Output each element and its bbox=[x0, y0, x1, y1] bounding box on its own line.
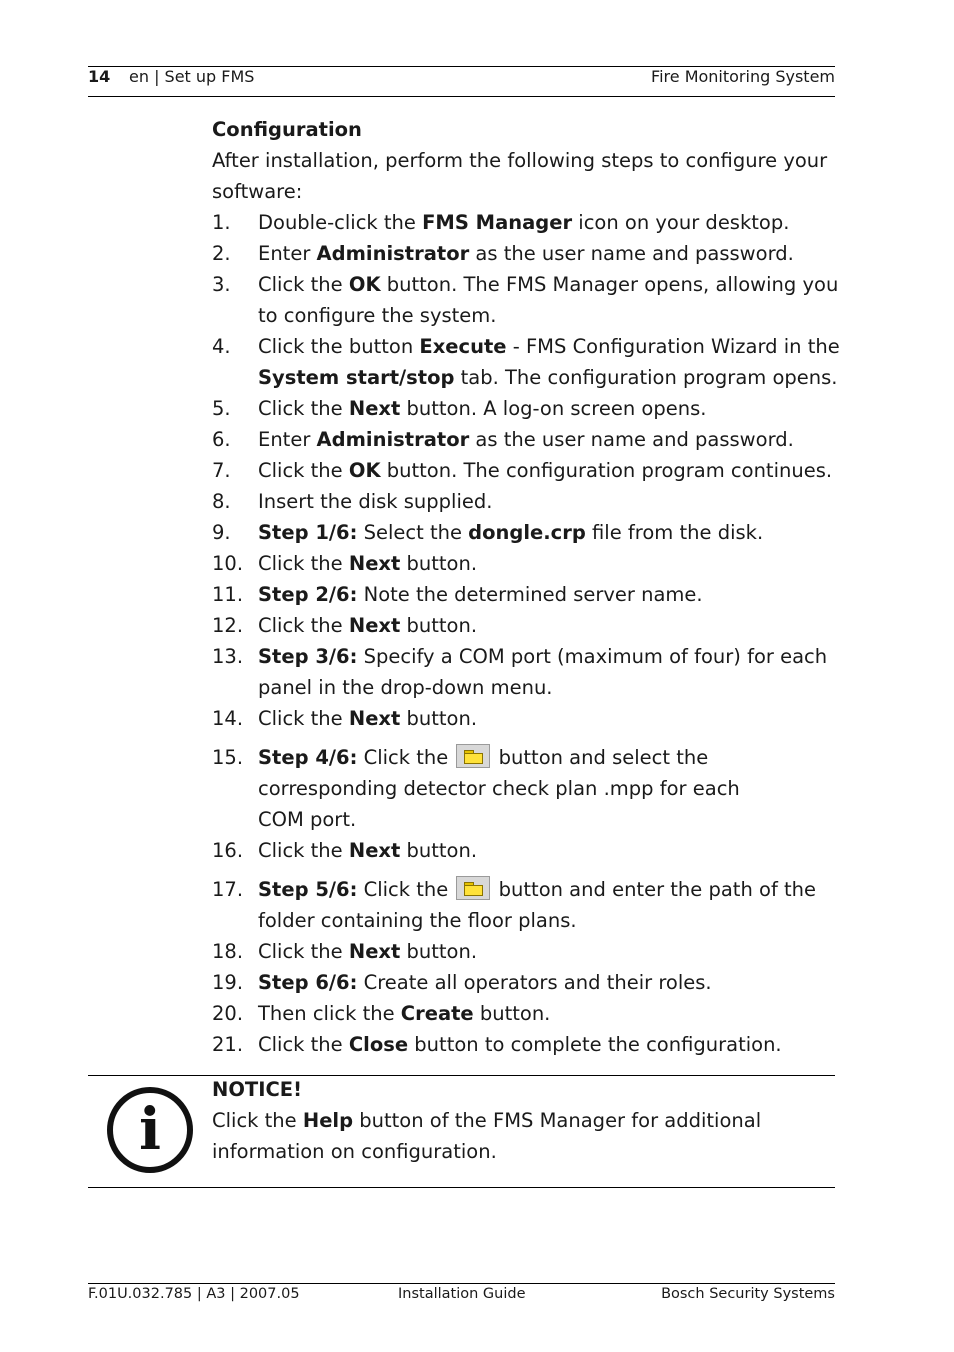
bold-term: Next bbox=[348, 707, 401, 730]
step-item bbox=[212, 835, 842, 866]
notice-bottom-rule bbox=[88, 1187, 835, 1188]
bold-term: Next bbox=[348, 839, 401, 862]
text-run: Click the bbox=[258, 552, 349, 575]
text-run: tab. The configuration program opens. bbox=[454, 366, 838, 389]
text-run: Click the bbox=[258, 1033, 349, 1056]
footer-doc-number: F.01U.032.785 | A3 | 2007.05 bbox=[88, 1286, 300, 1302]
bold-term: Step 6/6: bbox=[258, 971, 358, 994]
text-run: button. bbox=[473, 1002, 551, 1025]
step-item bbox=[212, 641, 842, 703]
text-run: Then click the bbox=[258, 1002, 401, 1025]
text-run: Click the bbox=[258, 839, 349, 862]
text-run: file from the disk. bbox=[585, 521, 764, 544]
steps-list bbox=[212, 207, 842, 1060]
intro-paragraph: After installation, perform the following steps to configure your software: bbox=[212, 149, 828, 203]
text-run: button. bbox=[400, 839, 478, 862]
section-title: en | Set up FMS bbox=[129, 67, 255, 86]
step-number: 10. bbox=[212, 552, 244, 575]
text-run: Click the bbox=[357, 878, 455, 901]
step-item bbox=[212, 331, 842, 393]
step-number: 19. bbox=[212, 971, 244, 994]
bold-term: Step 4/6: bbox=[258, 746, 358, 769]
text-run: Click the bbox=[357, 746, 455, 769]
bold-term: Step 3/6: bbox=[258, 645, 358, 668]
text-run: button. bbox=[400, 552, 478, 575]
step-item bbox=[212, 967, 842, 998]
text-run: Create all operators and their roles. bbox=[357, 971, 712, 994]
text-run: Select the bbox=[357, 521, 469, 544]
bold-term: Step 5/6: bbox=[258, 878, 358, 901]
text-run: Enter bbox=[258, 242, 317, 265]
notice-title: NOTICE! bbox=[212, 1078, 302, 1101]
step-number: 3. bbox=[212, 273, 231, 296]
step-number: 12. bbox=[212, 614, 244, 637]
bold-term: Execute bbox=[419, 335, 507, 358]
step-number: 7. bbox=[212, 459, 231, 482]
text-run: Click the bbox=[258, 614, 349, 637]
step-item bbox=[212, 936, 842, 967]
step-item bbox=[212, 393, 842, 424]
step-item bbox=[212, 548, 842, 579]
step-item bbox=[212, 207, 842, 238]
bold-term: System start/stop bbox=[258, 366, 455, 389]
step-number: 18. bbox=[212, 940, 244, 963]
text-run: as the user name and password. bbox=[469, 242, 794, 265]
notice-box bbox=[212, 1074, 832, 1167]
step-number: 13. bbox=[212, 645, 244, 668]
bold-term: Next bbox=[348, 940, 401, 963]
text-run: Click the bbox=[258, 397, 349, 420]
bold-term: Help bbox=[302, 1109, 354, 1132]
step-number: 21. bbox=[212, 1033, 244, 1056]
bold-term: Next bbox=[348, 614, 401, 637]
page-header bbox=[88, 66, 835, 96]
text-run: COM port. bbox=[258, 808, 357, 831]
step-item bbox=[212, 874, 842, 936]
text-run: - FMS Configuration Wizard in the bbox=[506, 335, 840, 358]
document-title: Fire Monitoring System bbox=[651, 67, 835, 86]
folder-icon bbox=[456, 744, 490, 768]
header-bottom-rule bbox=[88, 96, 835, 97]
step-number: 15. bbox=[212, 746, 244, 769]
text-run: button. A log-on screen opens. bbox=[400, 397, 707, 420]
bold-term: dongle.crp bbox=[468, 521, 586, 544]
step-item bbox=[212, 1029, 842, 1060]
text-run: icon on your desktop. bbox=[572, 211, 790, 234]
bold-term: Step 1/6: bbox=[258, 521, 358, 544]
notice-text bbox=[212, 1105, 832, 1167]
text-run: button. bbox=[400, 940, 478, 963]
text-run: Enter bbox=[258, 428, 317, 451]
bold-term: OK bbox=[348, 459, 381, 482]
step-number: 6. bbox=[212, 428, 231, 451]
step-item bbox=[212, 486, 842, 517]
text-run: Click the bbox=[258, 273, 349, 296]
step-number: 17. bbox=[212, 878, 244, 901]
step-number: 9. bbox=[212, 521, 231, 544]
page-number: 14 bbox=[88, 67, 111, 86]
text-run: button to complete the configuration. bbox=[408, 1033, 782, 1056]
text-run: button. The FMS Manager opens, allowing you to configure the system. bbox=[258, 273, 839, 327]
text-run: button of the FMS Manager for additional information on configuration. bbox=[212, 1109, 762, 1163]
text-run: Insert the disk supplied. bbox=[258, 490, 493, 513]
section-heading: Configuration bbox=[212, 118, 362, 141]
step-item bbox=[212, 742, 842, 835]
bold-term: OK bbox=[348, 273, 381, 296]
text-run: Click the button bbox=[258, 335, 420, 358]
step-item bbox=[212, 269, 842, 331]
step-number: 20. bbox=[212, 1002, 244, 1025]
text-run: button. The configuration program continues. bbox=[380, 459, 833, 482]
info-icon: i bbox=[107, 1087, 193, 1173]
step-item bbox=[212, 579, 842, 610]
bold-term: Create bbox=[400, 1002, 474, 1025]
bold-term: Step 2/6: bbox=[258, 583, 358, 606]
text-run: button and select the bbox=[492, 746, 709, 769]
step-number: 1. bbox=[212, 211, 231, 234]
bold-term: FMS Manager bbox=[422, 211, 573, 234]
step-number: 5. bbox=[212, 397, 231, 420]
step-item bbox=[212, 238, 842, 269]
step-item bbox=[212, 517, 842, 548]
text-run: Note the determined server name. bbox=[357, 583, 703, 606]
bold-term: Next bbox=[348, 552, 401, 575]
step-item bbox=[212, 455, 842, 486]
text-run: Click the bbox=[258, 459, 349, 482]
text-run: Click the bbox=[212, 1109, 303, 1132]
text-run: Double-click the bbox=[258, 211, 423, 234]
main-content bbox=[212, 114, 842, 1060]
text-run: button. bbox=[400, 707, 478, 730]
text-run: as the user name and password. bbox=[469, 428, 794, 451]
text-run: Specify a COM port (maximum of four) for each panel in the drop-down menu. bbox=[258, 645, 828, 699]
bold-term: Administrator bbox=[316, 428, 470, 451]
step-item bbox=[212, 703, 842, 734]
step-item bbox=[212, 610, 842, 641]
bold-term: Close bbox=[348, 1033, 409, 1056]
footer-guide-name: Installation Guide bbox=[398, 1286, 526, 1302]
text-run: button. bbox=[400, 614, 478, 637]
footer-rule bbox=[88, 1283, 835, 1284]
step-number: 2. bbox=[212, 242, 231, 265]
step-number: 8. bbox=[212, 490, 231, 513]
step-number: 4. bbox=[212, 335, 231, 358]
step-item bbox=[212, 424, 842, 455]
text-run: button and enter the path of the folder containing the floor plans. bbox=[258, 878, 817, 932]
bold-term: Next bbox=[348, 397, 401, 420]
step-number: 14. bbox=[212, 707, 244, 730]
text-run: Click the bbox=[258, 707, 349, 730]
footer-company: Bosch Security Systems bbox=[661, 1286, 835, 1302]
folder-icon bbox=[456, 876, 490, 900]
step-number: 11. bbox=[212, 583, 244, 606]
step-item bbox=[212, 998, 842, 1029]
bold-term: Administrator bbox=[316, 242, 470, 265]
text-run: corresponding detector check plan .mpp for each bbox=[258, 777, 740, 800]
text-run: Click the bbox=[258, 940, 349, 963]
step-number: 16. bbox=[212, 839, 244, 862]
